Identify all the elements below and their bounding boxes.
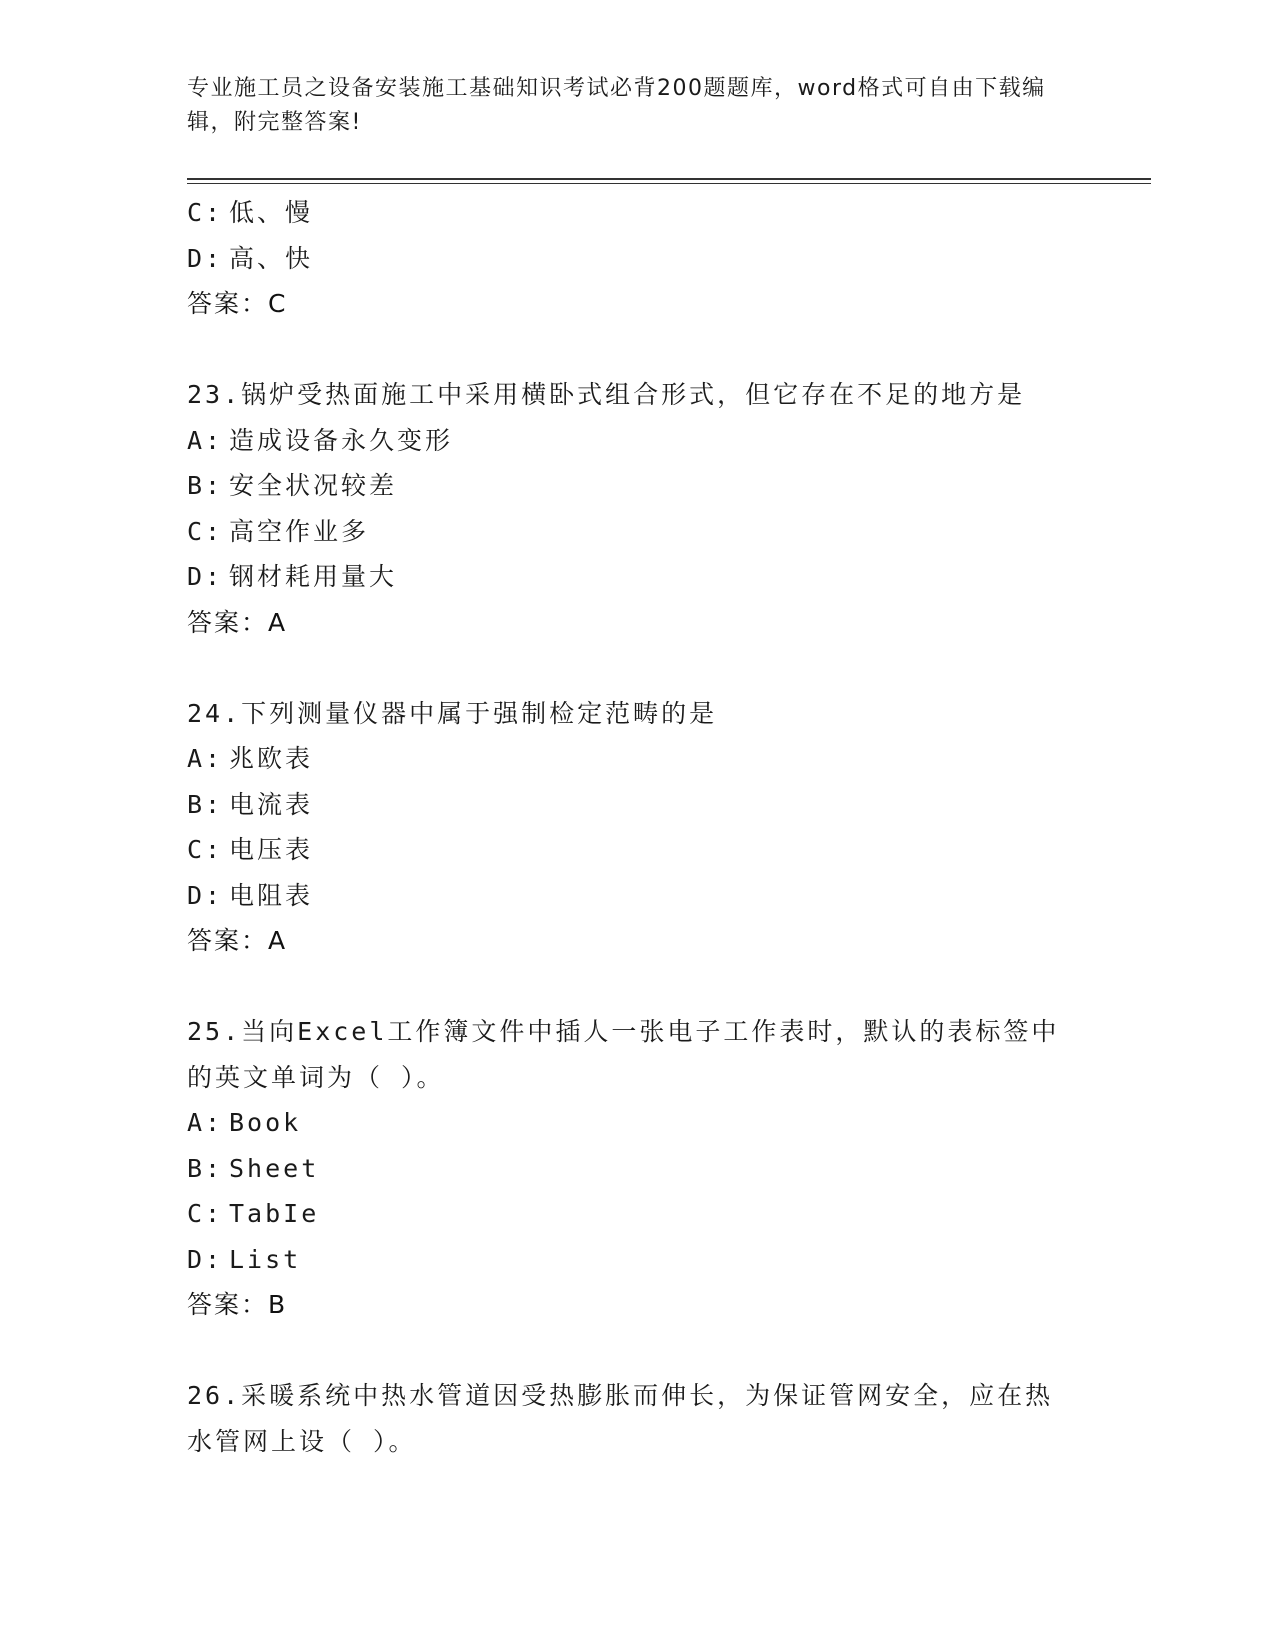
option-b: B: Sheet bbox=[187, 1153, 320, 1183]
question-list bbox=[187, 190, 1087, 1464]
document-header: 专业施工员之设备安装施工基础知识考试必背200题题库，word格式可自由下载编辑，附完整答案! bbox=[187, 76, 1046, 135]
spacer bbox=[187, 1328, 1087, 1374]
answer-line: 答案：B bbox=[187, 1290, 288, 1319]
answer-line: 答案：A bbox=[187, 607, 288, 637]
question-stem: 26.采暖系统中热水管道因受热膨胀而伸长，为保证管网安全，应在热水管网上设（ ）。 bbox=[187, 1381, 1054, 1456]
question-stem: 24.下列测量仪器中属于强制检定范畴的是 bbox=[187, 698, 718, 728]
answer-line: 答案：A bbox=[187, 926, 288, 955]
option-a: A: Book bbox=[187, 1108, 302, 1137]
option-c: C: 高空作业多 bbox=[187, 516, 370, 546]
option-a: A: 造成设备永久变形 bbox=[187, 425, 454, 455]
header-divider-thick bbox=[187, 178, 1151, 180]
option-d: D: 钢材耗用量大 bbox=[187, 562, 398, 591]
option-d: D: List bbox=[187, 1244, 302, 1274]
spacer bbox=[187, 327, 1087, 373]
answer-line: 答案：C bbox=[187, 289, 288, 318]
spacer bbox=[187, 645, 1087, 691]
header-divider-thin bbox=[187, 183, 1151, 184]
option-d: D: 高、快 bbox=[187, 243, 314, 273]
spacer bbox=[187, 964, 1087, 1010]
option-a: A: 兆欧表 bbox=[187, 744, 314, 773]
question-stem: 23.锅炉受热面施工中采用横卧式组合形式，但它存在不足的地方是 bbox=[187, 380, 1026, 409]
option-c: C: 低、慢 bbox=[187, 198, 314, 227]
question-stem: 25.当向Excel工作簿文件中插人一张电子工作表时，默认的表标签中的英文单词为（ ）。 bbox=[187, 1017, 1060, 1092]
option-c: C: TabIe bbox=[187, 1199, 320, 1228]
option-d: D: 电阻表 bbox=[187, 880, 314, 910]
option-b: B: 安全状况较差 bbox=[187, 471, 398, 500]
option-c: C: 电压表 bbox=[187, 835, 314, 864]
option-b: B: 电流表 bbox=[187, 789, 314, 819]
